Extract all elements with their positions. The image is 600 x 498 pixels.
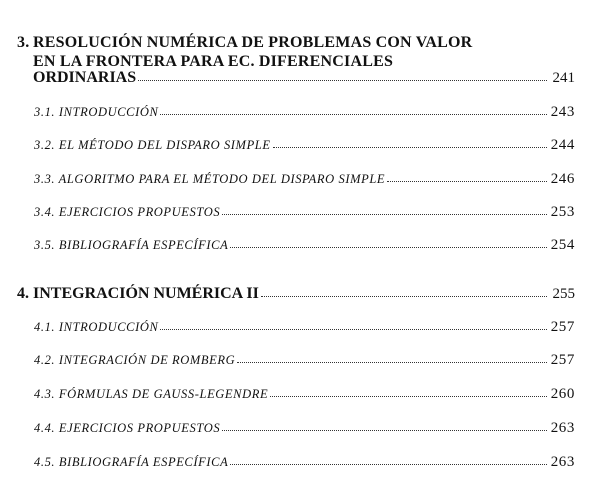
dot-leader bbox=[230, 246, 546, 248]
toc-item-label: 4.3. FÓRMULAS DE GAUSS-LEGENDRE bbox=[34, 387, 269, 401]
section-4-number: 4. bbox=[17, 285, 29, 302]
toc-item-4-1[interactable] bbox=[34, 319, 575, 336]
toc-item-4-5[interactable] bbox=[34, 454, 575, 471]
toc-item-page: 257 bbox=[550, 319, 575, 335]
toc-item-label: 3.3. ALGORITMO PARA EL MÉTODO DEL DISPARO SIMPLE bbox=[34, 172, 386, 186]
toc-item-page: 253 bbox=[550, 204, 575, 220]
dot-leader bbox=[237, 361, 546, 363]
toc-item-page: 244 bbox=[550, 137, 575, 153]
dot-leader bbox=[270, 395, 546, 397]
section-3-title-line-2: EN LA FRONTERA PARA EC. DIFERENCIALES bbox=[33, 53, 394, 70]
section-3-entry[interactable] bbox=[33, 69, 575, 87]
section-4-title-text: INTEGRACIÓN NUMÉRICA II bbox=[33, 285, 259, 302]
toc-item-4-3[interactable] bbox=[34, 386, 575, 403]
toc-item-4-4[interactable] bbox=[34, 420, 575, 437]
dot-leader bbox=[273, 146, 547, 148]
dot-leader bbox=[230, 463, 546, 465]
toc-item-label: 3.5. BIBLIOGRAFÍA ESPECÍFICA bbox=[34, 238, 229, 252]
toc-item-page: 254 bbox=[550, 237, 575, 253]
toc-item-page: 257 bbox=[550, 352, 575, 368]
dot-leader bbox=[160, 113, 546, 115]
dot-leader bbox=[160, 328, 546, 330]
dot-leader bbox=[222, 429, 547, 431]
dot-leader bbox=[261, 295, 547, 297]
toc-item-3-3[interactable] bbox=[34, 171, 575, 188]
toc-item-3-1[interactable] bbox=[34, 104, 575, 121]
toc-item-page: 260 bbox=[550, 386, 575, 402]
toc-item-label: 4.5. BIBLIOGRAFÍA ESPECÍFICA bbox=[34, 455, 229, 469]
toc-item-label: 4.2. INTEGRACIÓN DE ROMBERG bbox=[34, 353, 236, 367]
section-3-title-line-1: RESOLUCIÓN NUMÉRICA DE PROBLEMAS CON VALOR bbox=[33, 34, 473, 51]
toc-item-page: 263 bbox=[550, 420, 575, 436]
toc-item-label: 3.4. EJERCICIOS PROPUESTOS bbox=[34, 205, 221, 219]
toc-item-label: 4.1. INTRODUCCIÓN bbox=[34, 320, 159, 334]
section-3-page: 241 bbox=[552, 70, 575, 86]
dot-leader bbox=[387, 180, 547, 182]
section-4-entry[interactable] bbox=[17, 285, 575, 303]
toc-item-label: 4.4. EJERCICIOS PROPUESTOS bbox=[34, 421, 221, 435]
toc-item-4-2[interactable] bbox=[34, 352, 575, 369]
dot-leader bbox=[222, 213, 547, 215]
section-3-title bbox=[17, 33, 497, 52]
toc-item-3-2[interactable] bbox=[34, 137, 575, 154]
section-4-title bbox=[17, 285, 259, 303]
toc-item-3-5[interactable] bbox=[34, 237, 575, 254]
toc-item-page: 263 bbox=[550, 454, 575, 470]
toc-item-page: 243 bbox=[550, 104, 575, 120]
toc-item-label: 3.2. EL MÉTODO DEL DISPARO SIMPLE bbox=[34, 138, 271, 152]
dot-leader bbox=[138, 79, 547, 81]
toc-item-page: 246 bbox=[550, 171, 575, 187]
section-3-number: 3. bbox=[17, 34, 30, 51]
section-4-page: 255 bbox=[552, 286, 575, 302]
section-3-title-line-3: ORDINARIAS bbox=[33, 69, 137, 86]
toc-item-label: 3.1. INTRODUCCIÓN bbox=[34, 105, 159, 119]
toc-item-3-4[interactable] bbox=[34, 204, 575, 221]
